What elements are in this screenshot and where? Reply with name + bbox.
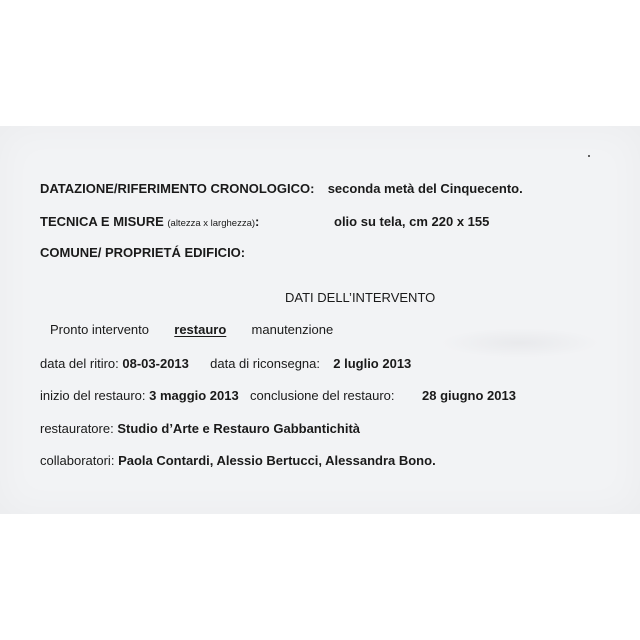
datazione-row: [40, 181, 523, 197]
ritiro-label: data del ritiro:: [40, 356, 119, 371]
restauratore-label: restauratore:: [40, 421, 114, 436]
restauro-row: [40, 388, 395, 404]
conclusione-value: 28 giugno 2013: [422, 388, 516, 403]
restauratore-value: Studio d’Arte e Restauro Gabbantichità: [117, 421, 361, 436]
intervento-option-restauro: restauro: [174, 322, 227, 337]
intervento-option-manutenzione: manutenzione: [251, 322, 334, 337]
dates-row: [40, 356, 411, 372]
section-title: DATI DELL’INTERVENTO: [285, 290, 436, 305]
paper-smudge: [440, 328, 600, 358]
datazione-value: seconda metà del Cinquecento.: [327, 181, 523, 196]
tecnica-note: (altezza x larghezza): [167, 218, 256, 229]
collaboratori-label: collaboratori:: [40, 453, 115, 468]
tecnica-value: olio su tela, cm 220 x 155: [334, 214, 490, 229]
restauratore-row: [40, 421, 360, 437]
tecnica-row: [40, 214, 259, 232]
collaboratori-value: Paola Contardi, Alessio Bertucci, Alessandra Bono.: [118, 453, 436, 468]
datazione-label: DATAZIONE/RIFERIMENTO CRONOLOGICO:: [40, 181, 315, 196]
riconsegna-label: data di riconsegna:: [210, 356, 320, 371]
intervento-row: [50, 322, 333, 338]
ritiro-value: 08-03-2013: [122, 356, 189, 371]
comune-label: COMUNE/ PROPRIETÁ EDIFICIO:: [40, 245, 246, 260]
ink-dot: [588, 155, 590, 157]
riconsegna-value: 2 luglio 2013: [333, 356, 412, 371]
inizio-value: 3 maggio 2013: [149, 388, 239, 403]
conclusione-label: conclusione del restauro:: [249, 388, 395, 403]
tecnica-label: TECNICA E MISURE: [40, 214, 164, 229]
intervento-option-pronto: Pronto intervento: [50, 322, 150, 337]
tecnica-colon: :: [255, 214, 260, 229]
collaboratori-row: [40, 453, 436, 469]
inizio-label: inizio del restauro:: [40, 388, 146, 403]
